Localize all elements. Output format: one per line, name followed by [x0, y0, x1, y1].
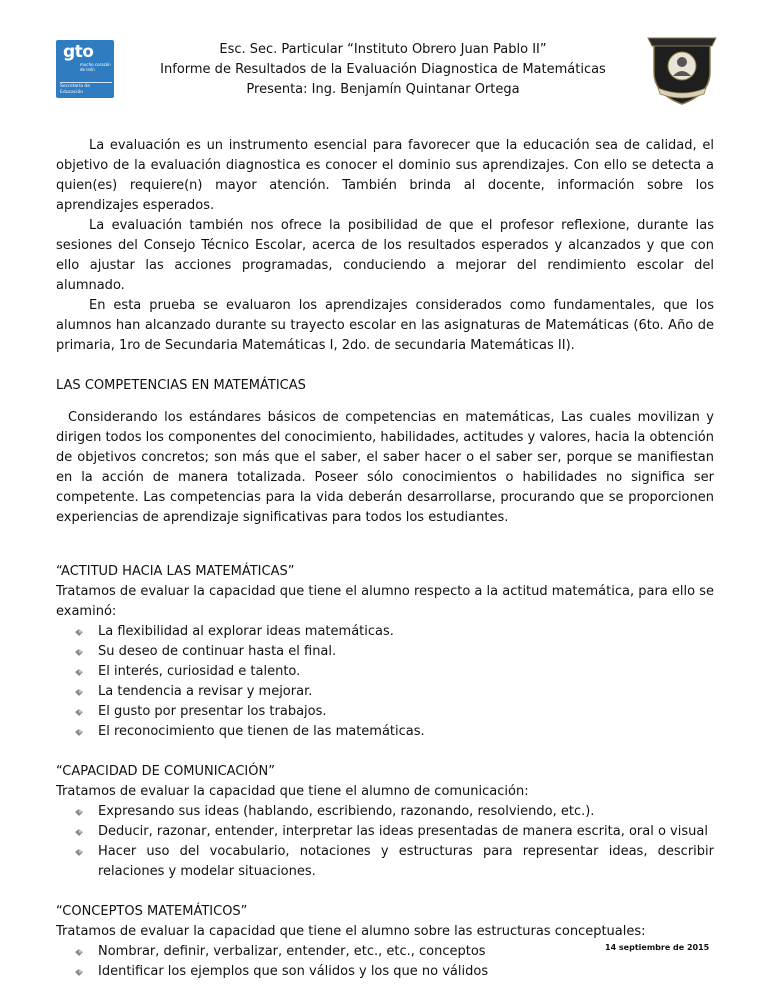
list-item: Nombrar, definir, verbalizar, entender, etc., etc., conceptos [98, 942, 714, 962]
bullet-icon [74, 948, 84, 957]
gto-logo [56, 40, 114, 98]
list-item: Expresando sus ideas (hablando, escribiendo, razonando, resolviendo, etc.). [98, 802, 714, 822]
conceptos-heading: “CONCEPTOS MATEMÁTICOS” [56, 904, 248, 919]
comunicacion-intro: Tratamos de evaluar la capacidad que tiene el alumno de comunicación: [56, 784, 529, 799]
list-item: Identificar los ejemplos que son válidos y los que no válidos [98, 962, 714, 982]
school-name: Esc. Sec. Particular “Instituto Obrero Juan Pablo II” [219, 42, 547, 57]
intro-paragraph-2: La evaluación también nos ofrece la posibilidad de que el profesor reflexione, durante las sesiones del Consejo Técnico Escolar, acerca de los resultados esperados y alcanzados y que con ello ajustar las acciones programadas, conduciendo a mejorar del rendimiento escolar del alumnado. [56, 218, 714, 293]
list-item: El gusto por presentar los trabajos. [98, 702, 714, 722]
actitud-heading: “ACTITUD HACIA LAS MATEMÁTICAS” [56, 564, 295, 579]
bullet-icon [74, 648, 84, 657]
bullet-icon [74, 688, 84, 697]
school-crest-icon [646, 28, 718, 108]
intro-paragraph-1: La evaluación es un instrumento esencial para favorecer que la educación sea de calidad, el objetivo de la evaluación diagnostica es conocer el dominio sus aprendizajes. Con ello se detecta a quien(es) requiere(n) mayor atención. También brinda al docente, información sobre los aprendizajes esperados. [56, 138, 714, 213]
bullet-icon [74, 668, 84, 677]
bullet-icon [74, 808, 84, 817]
list-item: El reconocimiento que tienen de las matemáticas. [98, 722, 714, 742]
bullet-icon [74, 828, 84, 837]
list-item: La tendencia a revisar y mejorar. [98, 682, 714, 702]
bullet-icon [74, 708, 84, 717]
bullet-icon [74, 848, 84, 857]
bullet-icon [74, 968, 84, 977]
bullet-icon [74, 728, 84, 737]
footer-date: 14 septiembre de 2015 [605, 943, 710, 952]
gto-logo-tagline: mucho corazón de león [80, 62, 111, 72]
intro-paragraph-3: En esta prueba se evaluaron los aprendizajes considerados como fundamentales, que los alumnos han alcanzado durante su trayecto escolar en las asignaturas de Matemáticas (6to. Año de primaria, 1ro de Secundaria Matemáticas I, 2do. de secundaria Matemáticas II). [56, 298, 714, 353]
actitud-intro: Tratamos de evaluar la capacidad que tiene el alumno respecto a la actitud matemática, para ello se examinó: [56, 584, 714, 619]
competencias-paragraph: Considerando los estándares básicos de competencias en matemáticas, Las cuales movilizan y dirigen todos los componentes del conocimiento, habilidades, actitudes y valores, hacia la obtención de objetivos concretos; son más que el saber, el saber hacer o el saber ser, porque se manifiestan en la acción de manera totalizada. Poseer sólo conocimientos o habilidades no significa ser competente. Las competencias para la vida deberán desarrollarse, procurando que se proporcionen experiencias de aprendizaje significativas para todos los estudiantes. [56, 410, 714, 525]
bullet-icon [74, 628, 84, 637]
gto-logo-brand: gto [63, 42, 94, 62]
actitud-list [56, 622, 714, 742]
list-item: Hacer uso del vocabulario, notaciones y estructuras para representar ideas, describir relaciones y modelar situaciones. [98, 842, 714, 882]
document-body [56, 136, 714, 982]
list-item: El interés, curiosidad e talento. [98, 662, 714, 682]
list-item: Su deseo de continuar hasta el final. [98, 642, 714, 662]
conceptos-intro: Tratamos de evaluar la capacidad que tiene el alumno sobre las estructuras conceptuales: [56, 924, 646, 939]
list-item: La flexibilidad al explorar ideas matemáticas. [98, 622, 714, 642]
report-title: Informe de Resultados de la Evaluación Diagnostica de Matemáticas [160, 62, 606, 77]
list-item: Deducir, razonar, entender, interpretar las ideas presentadas de manera escrita, oral o visual [98, 822, 714, 842]
comunicacion-list [56, 802, 714, 882]
comunicacion-heading: “CAPACIDAD DE COMUNICACIÓN” [56, 764, 275, 779]
presenter-line: Presenta: Ing. Benjamín Quintanar Ortega [246, 82, 520, 97]
gto-logo-department: Secretaría de Educación [60, 82, 112, 95]
document-header [120, 40, 646, 100]
competencias-heading: LAS COMPETENCIAS EN MATEMÁTICAS [56, 378, 306, 393]
